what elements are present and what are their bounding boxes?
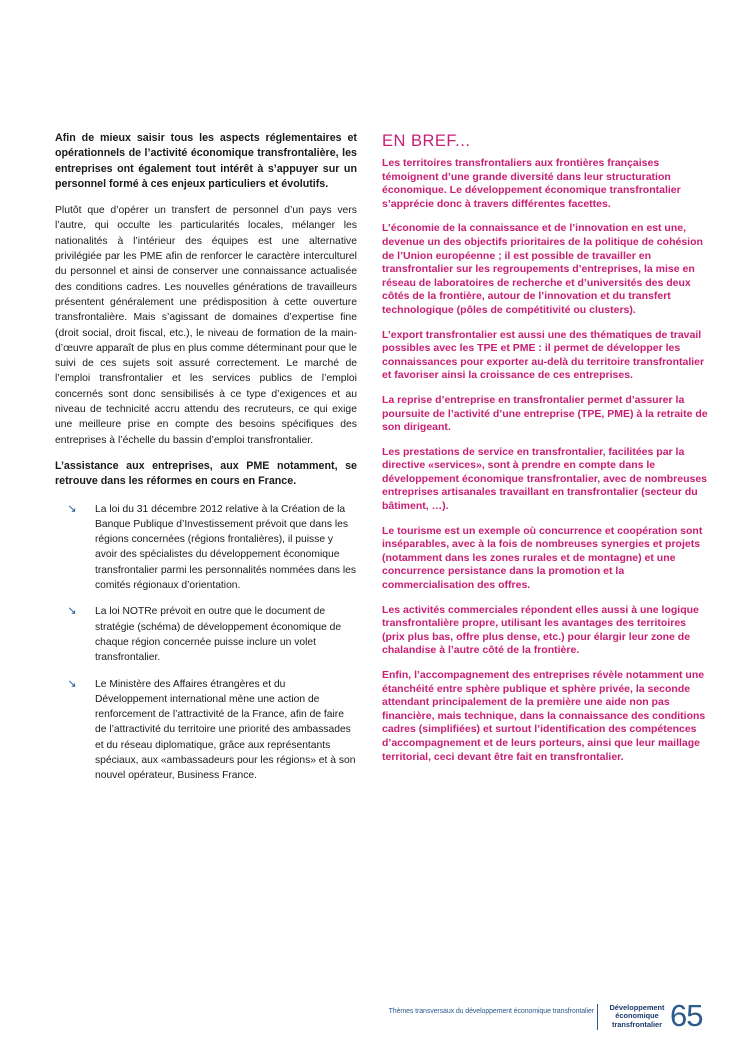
en-bref-title: EN BREF... [382, 132, 471, 150]
bullet-text: La loi NOTRe prévoit en outre que le document de stratégie (schéma) de développement économique de chaque région concernée puisse inclure un volet transfrontalier. [95, 606, 342, 664]
left-column [55, 131, 357, 795]
page-number: 65 [670, 998, 703, 1033]
list-item [67, 604, 357, 665]
en-bref-paragraph: L’export transfrontalier est aussi une des thématiques de travail possibles avec les TPE et PME : il permet de développer les connaissances pour exporter au-delà du territoire transfrontalier et favoriser ainsi la croissance de ces entreprises. [382, 328, 705, 382]
en-bref-paragraph: Les prestations de service en transfrontalier, facilitées par la directive «services», sont à prendre en compte dans le développement économique transfrontalier, avec de nombreuses entreprises artisanales travaillant en transfrontalier (secteur du bâtiment, …). [382, 445, 708, 513]
bullet-text: Le Ministère des Affaires étrangères et du Développement international mène une action de renforcement de l’attractivité de la France, afin de faire de l’attractivité du territoire une priorité des ambassades et du réseau diplomatique, grâce aux représentants spéciaux, aux «ambassadeurs pour les régions» et à son nouvel opérateur, Business France. [95, 678, 356, 782]
footer-section-line: Développement [609, 1003, 665, 1012]
body-paragraph: Plutôt que d’opérer un transfert de personnel d’un pays vers l’autre, qui occulte les particularités locales, mélanger les nationalités à l’intérieur des équipes est une alternative privilégiée par les PME afin de renforcer le caractère interculturel du personnel et ainsi de conserver une connaissance actualisée des conditions cadres. Les nouvelles générations de travailleurs présentent généralement une prédisposition à cette ouverture transfrontalière. Mais s’agissant de domaines d’expertise fine (droit social, droit fiscal, etc.), le niveau de formation de la main-d’œuvre apparaît de plus en plus comme déterminant pour que le suivi de ces sujets soit assuré correctement. Le marché de l’emploi transfrontalier et les services publics de l’emploi concernés sont donc sensibilisés à ce type d’exigences et au niveau de technicité accru attendu des recruteurs, ce qui exige une meilleure prise en compte des besoins spécifiques des entreprises à l’échelle du bassin d’emploi transfrontalier. [55, 205, 357, 446]
en-bref-paragraph: Le tourisme est un exemple où concurrence et coopération sont inséparables, avec à la fois de nombreuses synergies et projets (notamment dans les zones rurales et de montagne) et une concurrence persistance dans la promotion et la commercialisation des offres. [382, 524, 703, 592]
arrow-down-right-icon: ↘ [67, 605, 77, 618]
footer-section-label [604, 1004, 670, 1029]
footer-section-line: transfrontalier [611, 1019, 663, 1029]
arrow-down-right-icon: ↘ [67, 677, 77, 690]
subheading-paragraph: L’assistance aux entreprises, aux PME notamment, se retrouve dans les réformes en cours en France. [55, 459, 357, 488]
bullet-list-wrapper [67, 502, 357, 784]
arrow-down-right-icon: ↘ [67, 502, 77, 515]
en-bref-paragraph: La reprise d’entreprise en transfrontalier permet d’assurer la poursuite de l’activité d’une entreprise (TPE, PME) à la retraite de son dirigeant. [382, 393, 708, 434]
en-bref-column [382, 131, 708, 775]
reform-bullet-list [67, 502, 357, 784]
en-bref-paragraph: Les territoires transfrontaliers aux frontières françaises témoignent d’une grande diversité dans leur structuration économique. Le développement économique transfrontalier s’apprécie donc à travers différentes facettes. [382, 157, 681, 210]
en-bref-paragraph: Les activités commerciales répondent elles aussi à une logique transfrontalière propre, utilisant les avantages des territoires (prix plus bas, offre plus dense, etc.) pour élargir leur zone de chalandise à l’autre côté de la frontière. [382, 603, 699, 657]
lead-paragraph: Afin de mieux saisir tous les aspects réglementaires et opérationnels de l’activité économique transfrontalière, les entreprises ont également tout intérêt à s’appuyer sur un personnel formé à ces enjeux particuliers et évolutifs. [55, 132, 357, 190]
page-footer [0, 1000, 742, 1040]
footer-section-line: économique [615, 1011, 659, 1021]
en-bref-paragraph: Enfin, l’accompagnement des entreprises révèle notamment une étanchéité entre sphère publique et sphère privée, la seconde attendant principalement de la première une aide non pas financière, mais technique, dans la connaissance des conditions cadres (simplifiées) et surtout l’identification des compétences d’accompagnement et de leurs porteurs, ainsi que leur maillage territorial, ceci devant être fait en transfrontalier. [382, 669, 706, 763]
list-item [67, 677, 357, 784]
footer-running-title: Thèmes transversaux du développement économique transfrontalier [388, 1008, 594, 1015]
footer-divider [597, 1004, 598, 1030]
bullet-text: La loi du 31 décembre 2012 relative à la Création de la Banque Publique d’Investissement prévoit que dans les régions concernées (régions frontalières), il puisse y avoir des spécialistes du développement économique transfrontalier parmi les personnalités nommées dans les comités régionaux d’orientation. [95, 503, 356, 592]
list-item [67, 502, 357, 594]
en-bref-paragraph: L’économie de la connaissance et de l’innovation en est une, devenue un des objectifs prioritaires de la politique de cohésion de l’Union européenne ; il est possible de travailler en transfrontalier sur les regroupements d’entreprises, la mise en réseau de laboratoires de recherche et d’universités des deux côtés de la frontière, autour de l’innovation et du transfert technologique (pôles de compétitivité ou clusters). [382, 222, 703, 316]
